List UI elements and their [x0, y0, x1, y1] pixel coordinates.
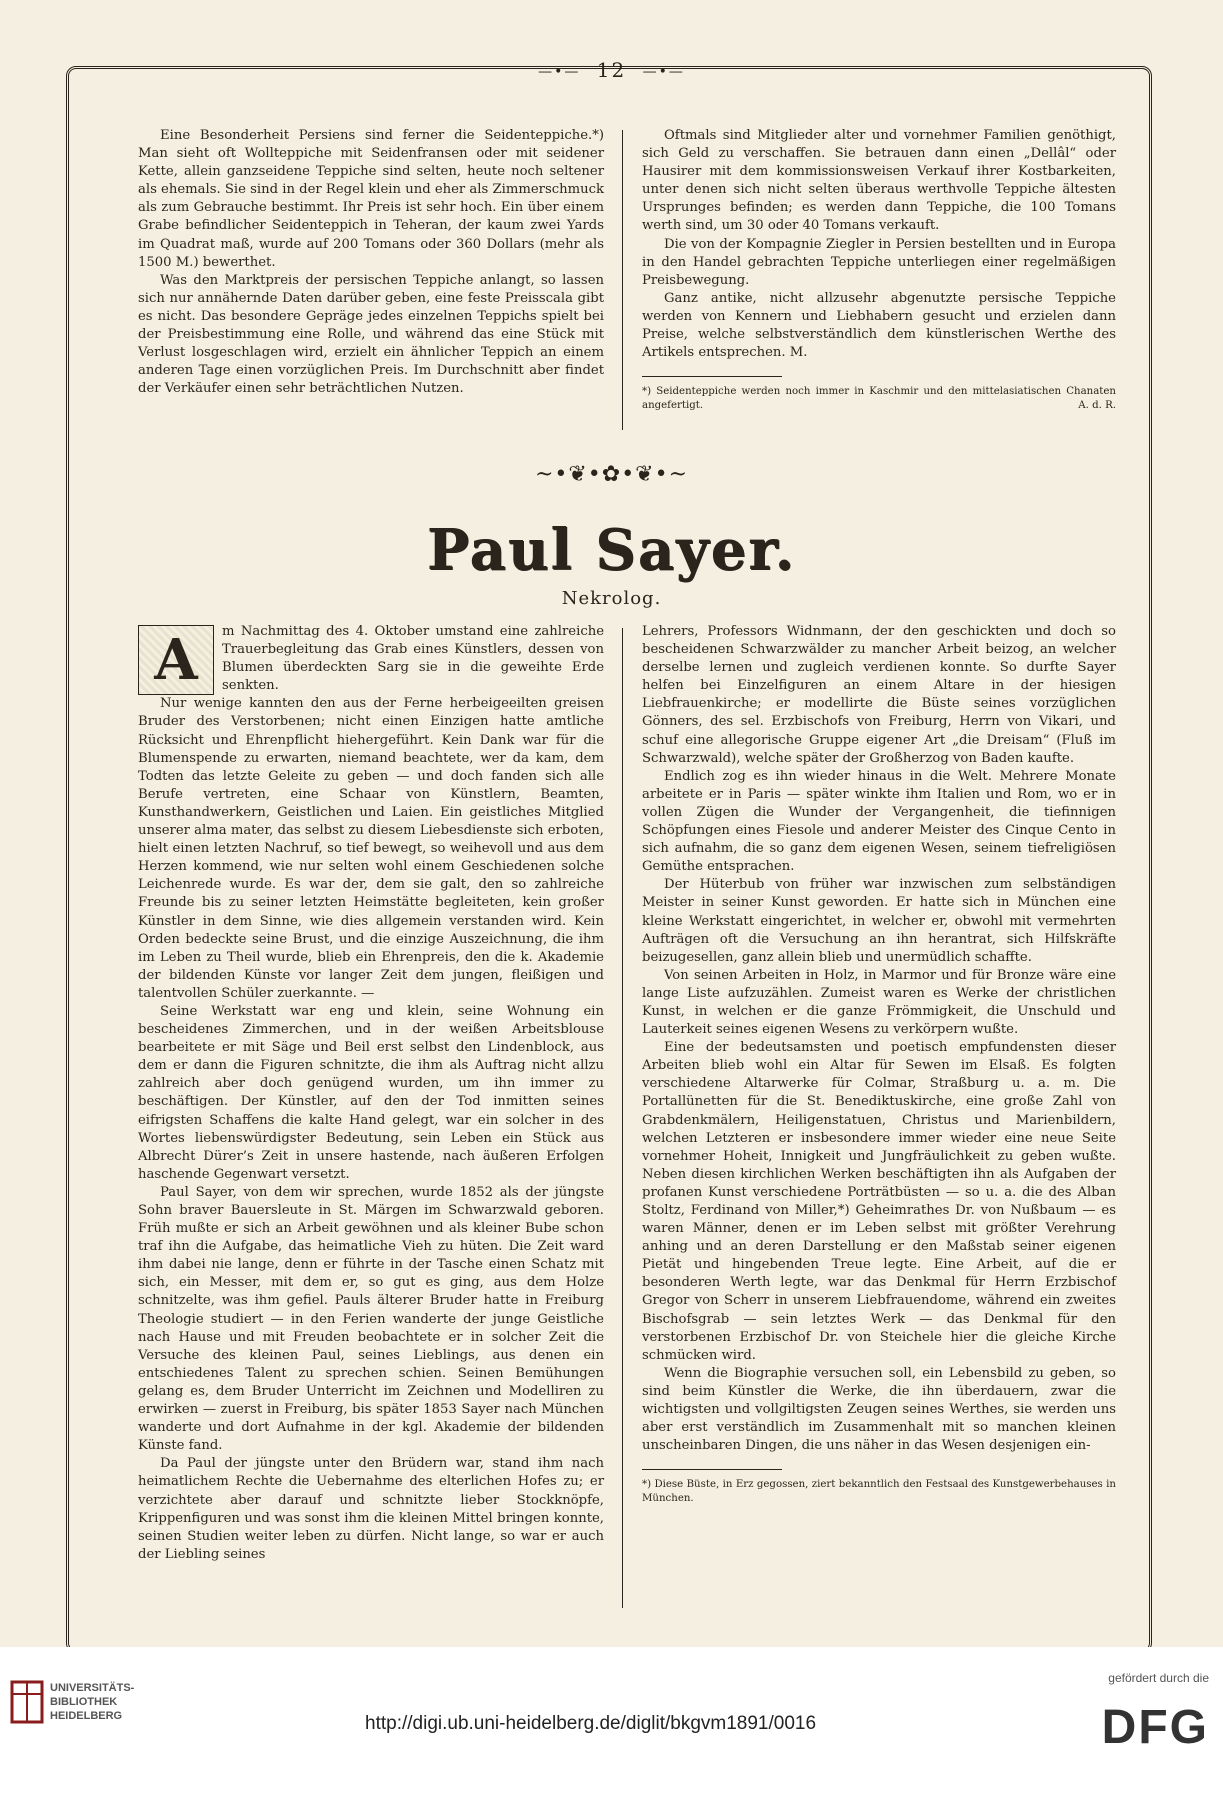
ornament-right-icon: —•— — [642, 63, 685, 80]
footnote-signature: A. d. R. — [1078, 400, 1116, 412]
top-left-column — [138, 127, 604, 398]
funding-label: gefördert durch die — [1108, 1671, 1209, 1685]
footnote-rule — [642, 1469, 782, 1470]
university-seal-icon — [10, 1680, 44, 1724]
article-subtitle: Nekrolog. — [561, 588, 662, 609]
decorated-initial: A — [138, 625, 214, 695]
paragraph: Endlich zog es ihn wieder hinaus in die Welt. Mehrere Monate arbeitete er in Paris — später winkte ihm Italien und Rom, wo er in vollen Zügen die Wunder der Vergangenheit, die tiefinnigen Schöpfungen eines Fiesole und anderer Meister des Cinque Cento in sich aufnahm, die so ganz dem eigenen Wesen, seinem tiefreligiösen Gemüthe entsprachen. — [642, 768, 1116, 875]
paragraph: Nur wenige kannten den aus der Ferne herbeigeeilten greisen Bruder des Verstorbenen; nicht einen Einzigen hatte amtliche Rücksicht und Ehrenpflicht hiehergeführt. Kein Dank war für die Blumenspende zu erwarten, niemand beachtete, wer da kam, dem Todten das letzte Geleite zu geben — und doch fanden sich alle Berufe vertreten, eine Schaar von Künstlern, Beamten, Kunsthandwerkern, Geistlichen und Laien. Ein geistliches Mitglied unserer alma mater, das selbst zu diesem Liebesdienste sich erboten, hielt einen letzten Nachruf, so tief bewegt, so weihevoll und aus dem Herzen kommend, wie nur selten wohl einem Geschiedenen solche Leichenrede wurde. Es war der, dem sie galt, den so zahlreiche Freunde bis zu seiner letzten Heimstätte begleiteten, kein großer Künstler in dem Sinne, wie dies allgemein verstanden wird. Kein Orden bedeckte seine Brust, und die einzige Auszeichnung, die ihm im Leben zu Theil wurde, blieb ein Ehrenpreis, den die k. Akademie der bildenden Künste vor langer Zeit dem jungen, fleißigen und talentvollen Schüler zuerkannte. — — [138, 696, 604, 1001]
paragraph: Seine Werkstatt war eng und klein, seine Wohnung ein bescheidenes Zimmerchen, und in der weißen Arbeitsblouse bearbeitete er mit Säge und Beil erst selbst den Lindenblock, aus dem er dann die Figuren schnitzte, die ihm als Auftrag nicht allzu zahlreich aber doch genügend wurden, um ihn immer zu beschäftigen. Der Künstler, auf den der Tod inmitten seines eifrigsten Schaffens die kalte Hand gelegt, war ein solcher in des Wortes liebenswürdigster Bedeutung, sein Leben ein Stück aus Albrecht Dürer’s Zeit in unsere hastende, nach äußeren Erfolgen haschende Gegenwart versetzt. — [138, 1003, 604, 1182]
paragraph: Eine Besonderheit Persiens sind ferner die Seidenteppiche.*) Man sieht oft Wollteppiche mit Seidenfransen oder mit seidener Kette, allein ganzseidene Teppiche sind selten, heute noch seltener als ehemals. Sie sind in der Regel klein und eher als Zimmerschmuck als zum Gebrauche bestimmt. Ihr Preis ist sehr hoch. Ein über einem Grabe befindlicher Seidenteppich in Teheran, der kaum zwei Yards im Quadrat maß, wurde auf 200 Tomans oder 360 Dollars (mehr als 1500 M.) bewerthet. — [138, 128, 604, 270]
footnote: *) Diese Büste, in Erz gegossen, ziert bekanntlich den Festsaal des Kunstgewerbehauses in München. — [642, 1479, 1116, 1505]
paragraph: Lehrers, Professors Widnmann, der den geschickten und doch so bescheidenen Schwarzwälder zu mancher Arbeit beizog, an welcher derselbe lernen und zugleich verdienen konnte. So durfte Sayer helfen bei Einzelfiguren an einem Altare in der hiesigen Liebfrauenkirche; er modellirte die Büste seines vorzüglichen Gönners, des sel. Erzbischofs von Freiburg, Herrn von Vikari, und schuf eine allegorische Gruppe eigener Art „die Dreisam“ (Fluß im Schwarzwald), welche später der Großherzog von Baden kaufte. — [642, 624, 1116, 766]
dfg-logo[interactable]: DFG — [1101, 1701, 1209, 1754]
paragraph: m Nachmittag des 4. Oktober umstand eine zahlreiche Trauerbegleitung das Grab eines Künstlers, dessen von Blumen überdeckten Sarg sie in die geweihte Erde senkten. — [222, 624, 604, 694]
ornamental-divider-icon: ~•❦•✿•❦•~ — [534, 462, 689, 487]
document-url-link[interactable]: http://digi.ub.uni-heidelberg.de/diglit/bkgvm1891/0016 — [365, 1713, 817, 1734]
paragraph: Paul Sayer, von dem wir sprechen, wurde 1852 als der jüngste Sohn braver Bauersleute in St. Märgen im Schwarzwald geboren. Früh mußte er sich an Arbeit gewöhnen und als kleiner Bube schon traf ihn die Aufgabe, das heimatliche Vieh zu hüten. Die Zeit ward ihm dabei nie lange, denn er führte in der Tasche einen Schatz mit sich, ein Messer, mit dem er, so gut es ging, aus dem Holze schnitzelte, was ihm gefiel. Pauls älterer Bruder hatte in Freiburg Theologie studiert — in den Ferien wanderte der junge Geistliche nach Hause und mit Freuden beobachtete er in solcher Zeit die Versuche des kleinen Paul, seines Lieblings, aus denen ein entschiedenes Talent zu sprechen schien. Seinen Bemühungen gelang es, dem Bruder Unterricht im Zeichnen und Modelliren zu erwirken — zuerst in Freiburg, bis später 1853 Sayer nach München wanderte und dort Aufnahme in der kgl. Akademie der bildenden Künste fand. — [138, 1184, 604, 1454]
paragraph: Was den Marktpreis der persischen Teppiche anlangt, so lassen sich nur annähernde Daten darüber geben, eine feste Preisscala gibt es nicht. Das besondere Gepräge jedes einzelnen Teppichs spielt bei der Preisbestimmung eine Rolle, und während das eine Stück mit Verlust losgeschlagen wird, erzielt ein ähnlicher Teppich an einem anderen Tage einen vorzüglichen Preis. Im Durchschnitt aber findet der Verkäufer einen sehr beträchtlichen Nutzen. — [138, 272, 604, 397]
column-rule — [622, 130, 623, 430]
paragraph: Ganz antike, nicht allzusehr abgenutzte persische Teppiche werden von Kennern und Liebhabern gesucht und erzielen dann Preise, welche selbstverständlich dem künstlerischen Werthe des Artikels entsprechen. M. — [642, 290, 1116, 361]
paragraph: Oftmals sind Mitglieder alter und vornehmer Familien genöthigt, sich Geld zu verschaffen. Sie betrauen dann einen „Dellâl“ oder Hausirer mit dem kommissionsweisen Verkauf ihrer Kostbarkeiten, unter denen sich nicht selten überaus werthvolle Teppiche ältesten Ursprunges befinden; es werden dann Teppiche, die 100 Tomans werth sind, um 30 oder 40 Tomans verkauft. — [642, 128, 1116, 234]
uni-line-2: BIBLIOTHEK — [50, 1696, 118, 1708]
top-right-column — [642, 127, 1116, 413]
footnote-text: *) Seidenteppiche werden noch immer in Kaschmir und den mittelasiatischen Chanaten angefertigt. — [642, 386, 1116, 412]
page-number-text: 12 — [596, 58, 627, 82]
uni-line-1: UNIVERSITÄTS- — [50, 1682, 135, 1694]
university-logo[interactable] — [10, 1680, 134, 1724]
paragraph: Die von der Kompagnie Ziegler in Persien bestellten und in Europa in den Handel gebrachten Teppiche unterliegen einer regelmäßigen Preisbewegung. — [642, 236, 1116, 288]
article-left-column — [138, 623, 604, 1564]
paragraph: Wenn die Biographie versuchen soll, ein Lebensbild zu geben, so sind beim Künstler die Werke, die ihn überdauern, zwar die wichtigsten und vollgiltigsten Zeugen seines Werthes, sie werden uns aber erst verständlich im Zusammenhalt mit so manchen kleinen unscheinbaren Dingen, die uns näher in das Wesen desjenigen ein- — [642, 1365, 1116, 1454]
article-right-column — [642, 623, 1116, 1506]
paragraph: Der Hüterbub von früher war inzwischen zum selbständigen Meister in seiner Kunst geworden. Er hatte sich in München eine kleine Werkstatt eingerichtet, in welcher er, obwohl mit vermehrten Aufträgen oft die Versuchung an ihn herantrat, sich Hilfskräfte beizugesellen, ganz allein blieb und unermüdlich schaffte. — [642, 877, 1116, 965]
ornament-left-icon: —•— — [538, 63, 581, 80]
paragraph: Da Paul der jüngste unter den Brüdern war, stand ihm nach heimatlichem Rechte die Uebernahme des elterlichen Hofes zu; er verzichtete aber darauf und schnitzte lieber Stockknöpfe, Krippenfiguren und was sonst ihm die kleinen Mittel bringen konnte, seinen Studien weiter leben zu dürfen. Nicht lange, so war er auch der Liebling seines — [138, 1456, 604, 1562]
column-rule — [622, 628, 623, 1608]
article-title: Paul Sayer. — [426, 517, 797, 583]
uni-line-3: HEIDELBERG — [50, 1710, 123, 1722]
footnote — [642, 385, 1116, 413]
paragraph: Eine der bedeutsamsten und poetisch empfundensten dieser Arbeiten blieb wohl ein Altar für Sewen im Elsaß. Es folgten verschiedene Altarwerke für Colmar, Straßburg u. a. m. Die Portallünetten für die St. Benediktuskirche, eine große Zahl von Grabdenkmälern, Heiligenstatuen, Christus und Marienbildern, welchen Letzteren er insbesondere immer wieder eine neue Seite vornehmer Hoheit, Innigkeit und Jungfräulichkeit zu geben wußte. Neben diesen kirchlichen Werken beschäftigten ihn als Aufgaben der profanen Kunst verschiedene Porträtbüsten — so u. a. die des Alban Stoltz, Ferdinand von Miller,*) Geheimrathes Dr. von Nußbaum — es waren Männer, denen er im Leben selbst mit größter Verehrung anhing und an deren Darstellung er den Maßstab seiner eigenen Pietät und hingebenden Treue legte. Eine Arbeit, auf die er besonderen Werth legte, war das Denkmal für Herrn Erzbischof Gregor von Scherr in unserem Liebfrauendome, während ein zweites Bischofsgrab — sein letztes Werk — das Denkmal für den verstorbenen Erzbischof Dr. von Steichele hier die gleiche Kirche schmücken wird. — [642, 1040, 1116, 1363]
paragraph: Von seinen Arbeiten in Holz, in Marmor und für Bronze wäre eine lange Liste aufzuzählen. Zumeist waren es Werke der christlichen Kunst, in welchen er die ganze Frömmigkeit, die Unschuld und Lauterkeit seines eigenen Wesens zu verkörpern wußte. — [642, 967, 1116, 1038]
footnote-rule — [642, 376, 782, 377]
